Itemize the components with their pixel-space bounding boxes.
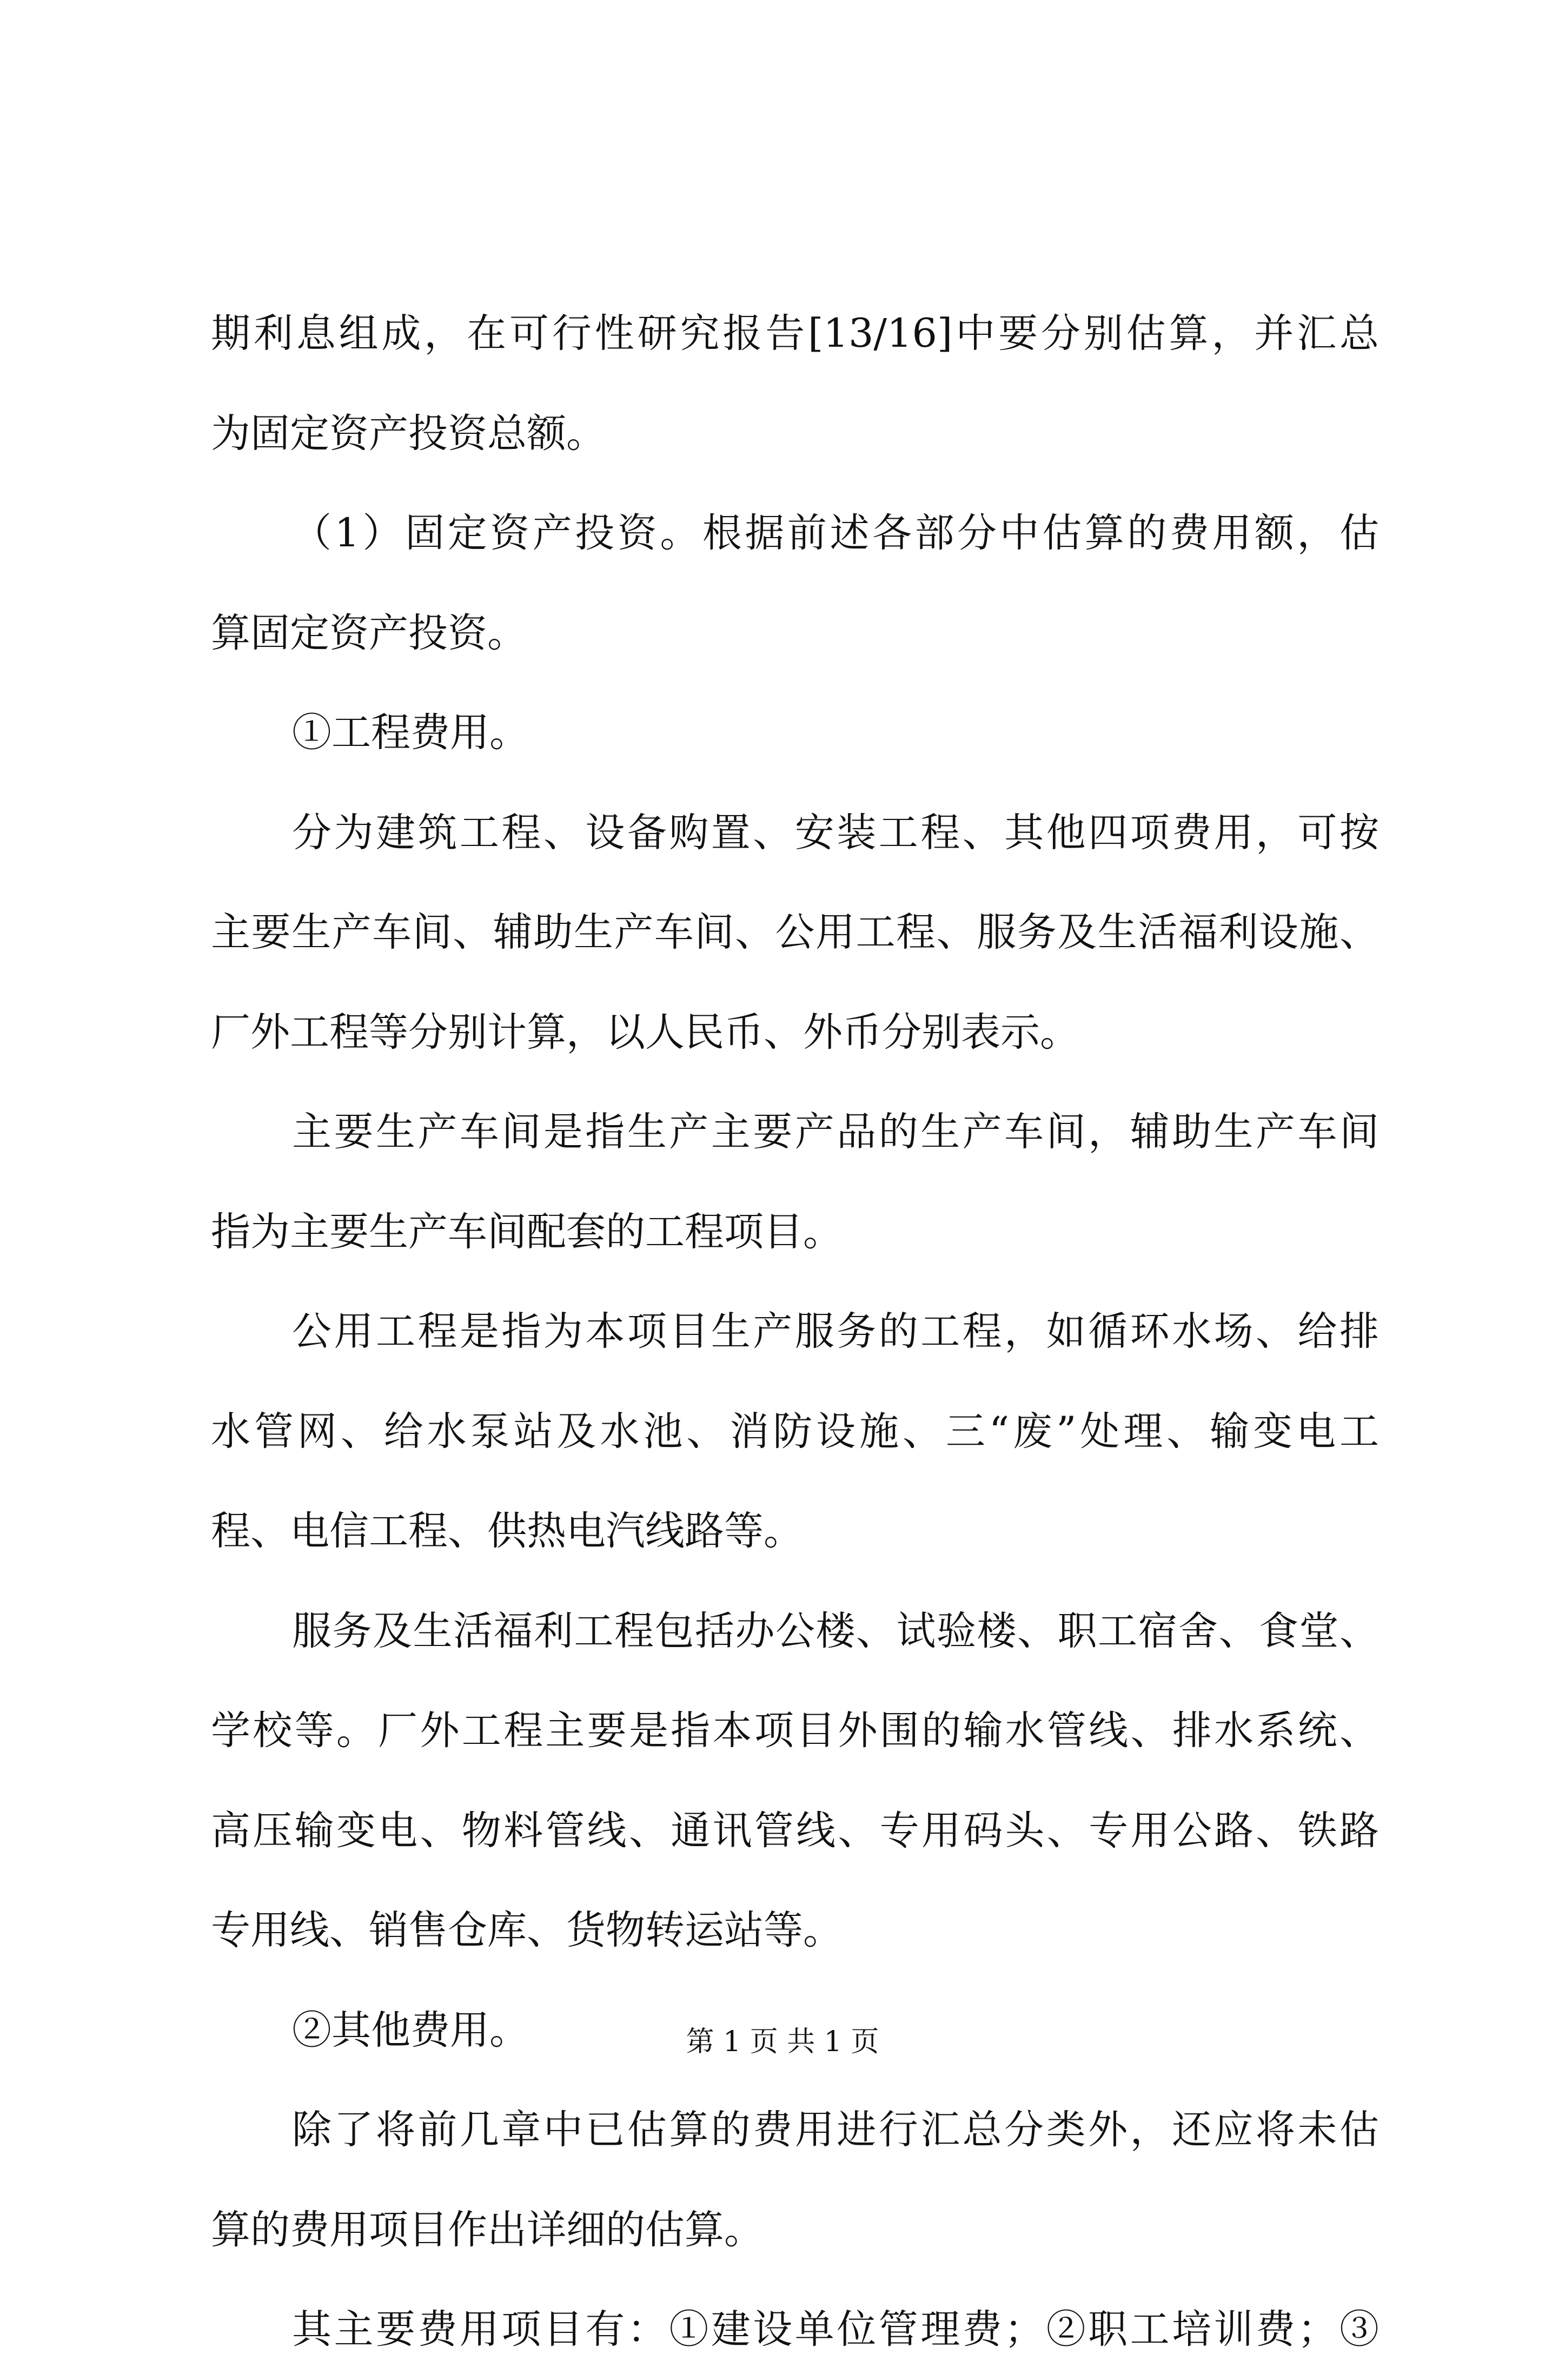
text-line: 学校等。厂外工程主要是指本项目外围的输水管线、排水系统、 <box>211 1708 1379 1754</box>
text-line: 为固定资产投资总额。 <box>211 410 606 457</box>
document-body <box>211 284 1379 2380</box>
text-line: 指为主要生产车间配套的工程项目。 <box>211 1208 843 1255</box>
page-footer: 第 1 页 共 1 页 <box>686 2026 879 2058</box>
text-line: 程、电信工程、供热电汽线路等。 <box>211 1508 803 1554</box>
text-line: 专用线、销售仓库、货物转运站等。 <box>211 1907 843 1953</box>
text-line: 高压输变电、物料管线、通讯管线、专用码头、专用公路、铁路 <box>211 1807 1379 1854</box>
text-line: 水管网、给水泵站及水池、消防设施、三“废”处理、输变电工 <box>211 1408 1379 1455</box>
text-line: 除了将前几章中已估算的费用进行汇总分类外，还应将未估 <box>292 2107 1379 2153</box>
text-line: 分为建筑工程、设备购置、安装工程、其他四项费用，可按 <box>292 809 1379 856</box>
text-line: （1）固定资产投资。根据前述各部分中估算的费用额，估 <box>292 510 1379 556</box>
text-line: 期利息组成，在可行性研究报告[13/16]中要分别估算，并汇总 <box>211 310 1379 356</box>
text-line: 主要生产车间是指生产主要产品的生产车间，辅助生产车间 <box>292 1109 1379 1155</box>
text-line: 公用工程是指为本项目生产服务的工程，如循环水场、给排 <box>292 1308 1379 1354</box>
text-line: 主要生产车间、辅助生产车间、公用工程、服务及生活福利设施、 <box>211 909 1379 955</box>
text-line: ①工程费用。 <box>292 710 529 756</box>
text-line: 服务及生活福利工程包括办公楼、试验楼、职工宿舍、食堂、 <box>292 1608 1379 1654</box>
text-line: 算固定资产投资。 <box>211 610 527 656</box>
text-line: 算的费用项目作出详细的估算。 <box>211 2206 764 2253</box>
text-line: ②其他费用。 <box>292 2007 529 2053</box>
text-line: 厂外工程等分别计算，以人民币、外币分别表示。 <box>211 1009 1079 1055</box>
text-line: 其主要费用项目有：①建设单位管理费；②职工培训费；③ <box>292 2306 1379 2352</box>
